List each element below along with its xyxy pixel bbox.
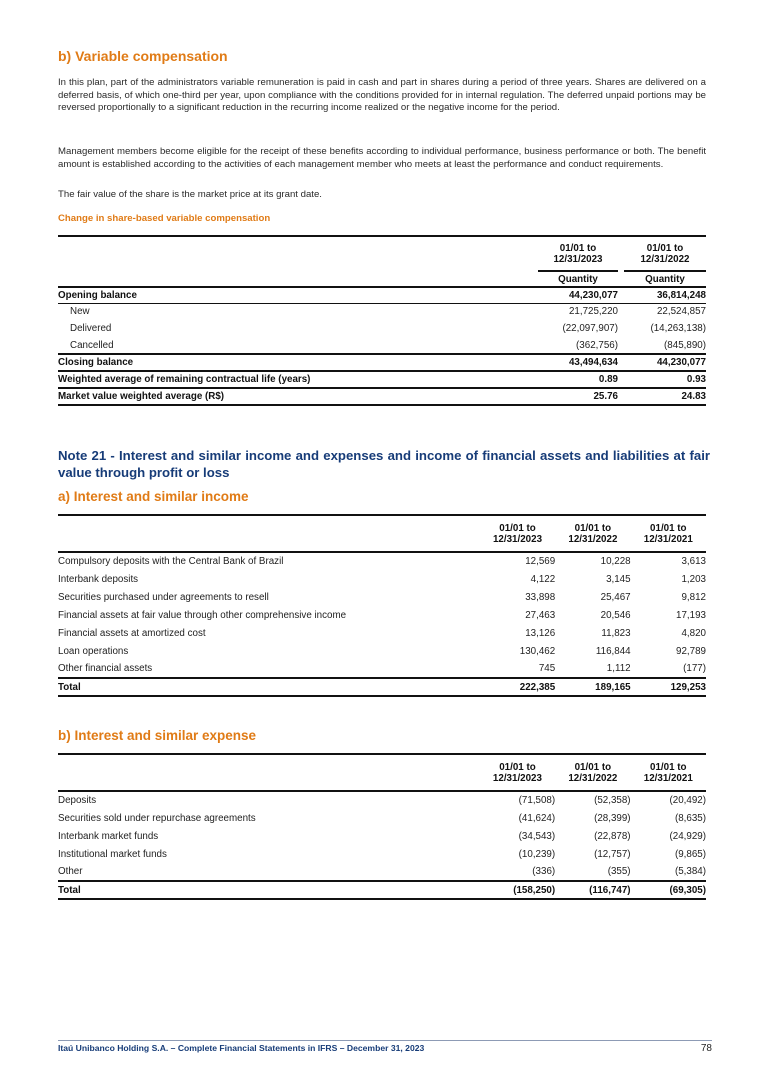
column-header-2023: 01/01 to 12/31/2023 (492, 522, 543, 545)
column-header-2023: 01/01 to 12/31/2023 (553, 242, 603, 265)
column-header-2023: 01/01 to 12/31/2023 (492, 761, 542, 784)
section-heading-interest-income: a) Interest and similar income (58, 489, 249, 504)
table-row-total: Total (158,250) (116,747) (69,305) (58, 881, 706, 899)
table-row: Closing balance 43,494,634 44,230,077 (58, 354, 706, 371)
column-header-2021: 01/01 to 12/31/2021 (643, 761, 693, 784)
share-based-compensation-table (58, 235, 706, 406)
table-row: Other (336) (355) (5,384) (58, 866, 706, 877)
table-row: Delivered (22,097,907) (14,263,138) (70, 323, 706, 334)
column-header-2022: 01/01 to 12/31/2022 (568, 522, 618, 545)
table-row: Deposits (71,508) (52,358) (20,492) (58, 795, 706, 806)
table-row: Weighted average of remaining contractual life (years) 0.89 0.93 (58, 371, 706, 388)
unit-quantity-2023: Quantity (538, 271, 618, 287)
table-row: Institutional market funds (10,239) (12,757) (9,865) (58, 848, 706, 860)
table-row: Securities sold under repurchase agreements (41,624) (28,399) (8,635) (58, 812, 706, 824)
table-row: Interbank deposits 4,122 3,145 1,203 (58, 573, 706, 585)
interest-income-table (58, 514, 706, 697)
column-header-2022: 01/01 to 12/31/2022 (568, 761, 618, 784)
page-number: 78 (700, 1043, 712, 1054)
column-header-2022: 01/01 to 12/31/2022 (640, 242, 690, 265)
footer-divider (58, 1040, 712, 1041)
table-row: New 21,725,220 22,524,857 (58, 303, 706, 320)
table-row: Compulsory deposits with the Central Bank of Brazil 12,569 10,228 3,613 (58, 556, 706, 567)
section-heading-interest-expense: b) Interest and similar expense (58, 728, 257, 743)
table-row: Market value weighted average (R$) 25.76 24.83 (58, 388, 706, 405)
table-row-total: Total 222,385 189,165 129,253 (58, 678, 706, 696)
column-header-2021: 01/01 to 12/31/2021 (643, 522, 693, 545)
header-empty (58, 236, 532, 271)
table-row: Interbank market funds (34,543) (22,878) (24,929) (58, 830, 706, 842)
footer-text: Itaú Unibanco Holding S.A. – Complete Financial Statements in IFRS – December 31, 2023 (58, 1043, 425, 1053)
unit-quantity-2022: Quantity (624, 271, 706, 287)
section-heading-variable-compensation: b) Variable compensation (58, 48, 228, 64)
paragraph-eligibility: Management members become eligible for the receipt of these benefits according to individual performance, business performance or both. The benefit amount is established according to the activities of each management member who meets at least the performance and conduct requirements. (58, 146, 706, 170)
table-row: Financial assets at amortized cost 13,126 11,823 4,820 (58, 627, 706, 639)
paragraph-plan-description: In this plan, part of the administrators variable remuneration is paid in cash and part in shares during a period of three years. Shares are delivered on a deferred basis, of which one-third per year, upon compliance with the conditions provided for in internal regulation. The deferred unpaid portions may be reversed proportionally to a significant reduction in the recurring income realized or the negative income for the period. (58, 77, 706, 114)
paragraph-fair-value: The fair value of the share is the market price at its grant date. (58, 189, 322, 200)
table-row: Securities purchased under agreements to resell 33,898 25,467 9,812 (58, 591, 706, 603)
table-row: Cancelled (362,756) (845,890) (70, 339, 706, 351)
table-row: Loan operations 130,462 116,844 92,789 (58, 645, 706, 657)
table-row: Opening balance 44,230,077 36,814,248 (58, 287, 706, 303)
table-title-share-based: Change in share-based variable compensation (58, 213, 271, 224)
table-row: Other financial assets 745 1,112 (177) (58, 663, 706, 674)
interest-expense-table (58, 753, 706, 900)
note-21-title: Note 21 - Interest and similar income and expenses and income of financial assets and liabilities at fair value through profit or loss (58, 448, 710, 480)
table-row: Financial assets at fair value through other comprehensive income 27,463 20,546 17,193 (58, 609, 706, 621)
